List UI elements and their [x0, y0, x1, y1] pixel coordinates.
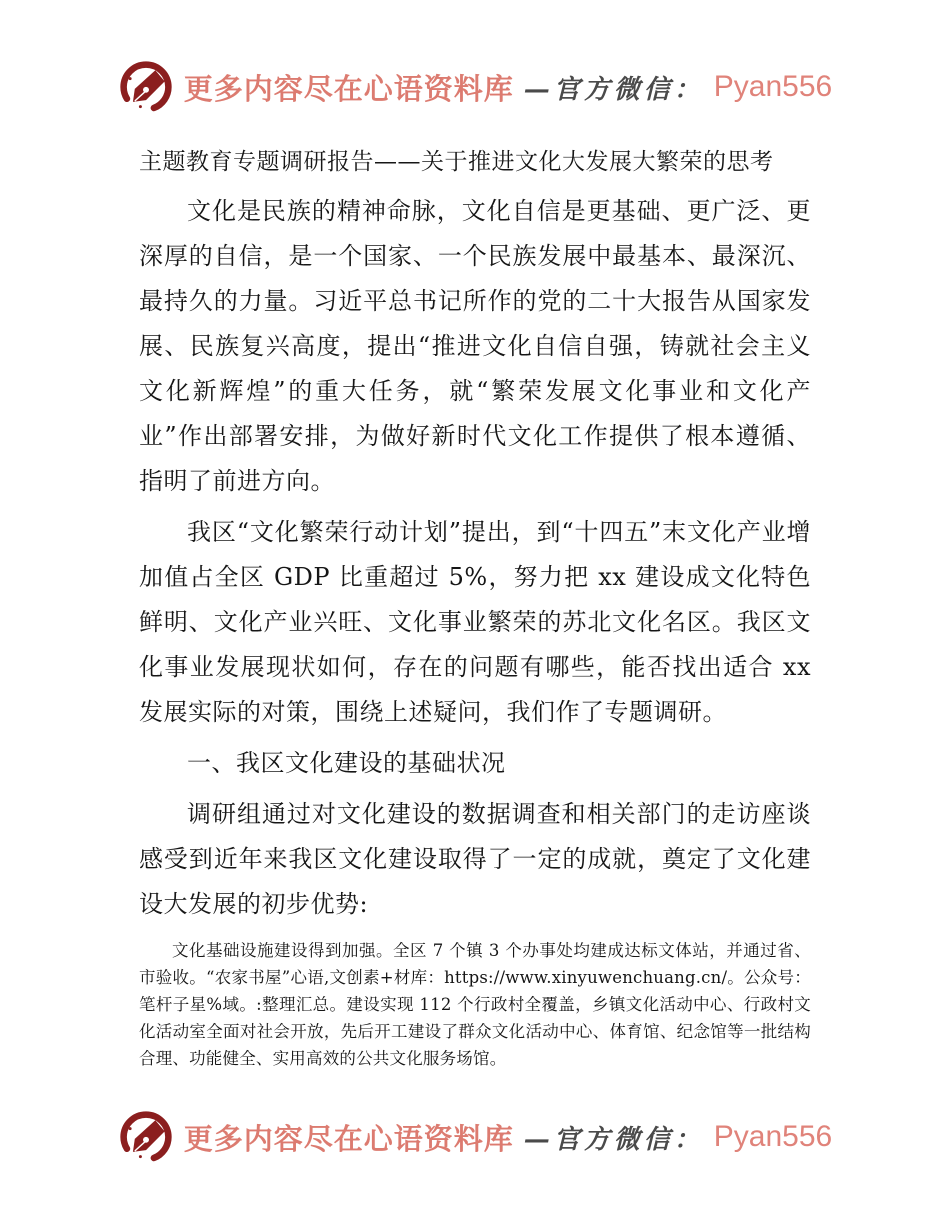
footer-banner — [0, 1106, 950, 1168]
paragraph: 调研组通过对文化建设的数据调查和相关部门的走访座谈感受到近年来我区文化建设取得了一定的成就，奠定了文化建设大发展的初步优势: — [139, 800, 811, 918]
paragraph: 我区“文化繁荣行动计划”提出，到“十四五”末文化产业增加值占全区 GDP 比重超过 5%，努力把 xx 建设成文化特色鲜明、文化产业兴旺、文化事业繁荣的苏北文化名区。我区文化事业发展现状如何，存在的问题有哪些，能否找出适合 xx 发展实际的对策，围绕上述疑问，我们作了专题调研。 — [139, 518, 811, 726]
document-title: 主题教育专题调研报告——关于推进文化大发展大繁荣的思考 — [139, 149, 774, 175]
brand-text: 更多内容尽在心语资料库 — [183, 1121, 514, 1156]
document-body — [139, 189, 811, 1072]
paragraph: 文化基础设施建设得到加强。全区 7 个镇 3 个办事处均建成达标文体站，并通过省、市验收。“农家书屋”心语,文创素+材库：https://www.xinyuwenchuang.cn/。公众号：笔杆子星%域。:整理汇总。建设实现 112 个行政村全覆盖，乡镇文化活动中心、行政村文化活动室全面对社会开放，先后开工建设了群众文化活动中心、体育馆、纪念馆等一批结构合理、功能健全、实用高效的公共文化服务场馆。 — [139, 941, 811, 1068]
wechat-id: Pyan556 — [713, 70, 833, 103]
pen-nib-logo-icon — [118, 59, 174, 115]
wechat-id: Pyan556 — [713, 1120, 833, 1153]
header-banner — [0, 56, 950, 118]
brand-text: 更多内容尽在心语资料库 — [183, 71, 514, 106]
paragraph: 文化是民族的精神命脉，文化自信是更基础、更广泛、更深厚的自信，是一个国家、一个民族发展中最基本、最深沉、最持久的力量。习近平总书记所作的党的二十大报告从国家发展、民族复兴高度，提出“推进文化自信自强，铸就社会主义文化新辉煌”的重大任务，就“繁荣发展文化事业和文化产业”作出部署安排，为做好新时代文化工作提供了根本遵循、指明了前进方向。 — [139, 197, 811, 495]
wechat-label: —官方微信： — [523, 74, 704, 105]
section-heading: 一、我区文化建设的基础状况 — [187, 749, 506, 777]
wechat-label: —官方微信： — [523, 1124, 704, 1155]
pen-nib-logo-icon — [118, 1109, 174, 1165]
document-content — [139, 140, 811, 1072]
